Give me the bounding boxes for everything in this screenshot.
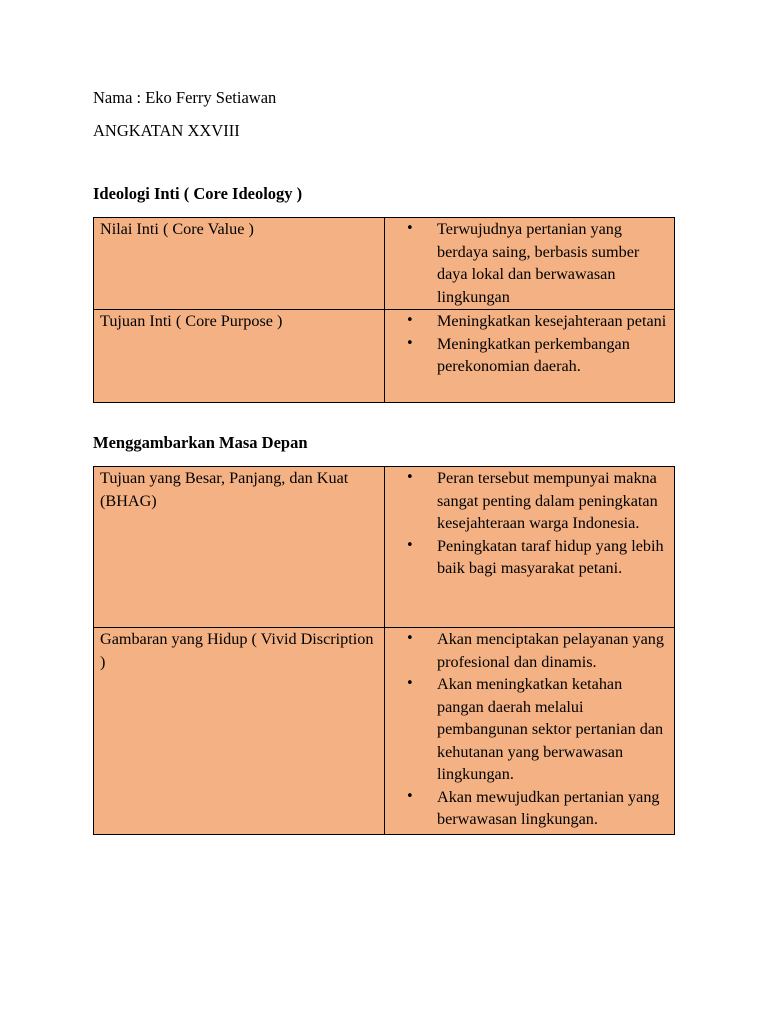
row-content xyxy=(385,310,675,403)
batch-line: ANGKATAN XXVIII xyxy=(93,121,240,140)
bullet-list xyxy=(385,310,668,378)
table-row xyxy=(94,310,675,403)
table-row xyxy=(94,218,675,310)
list-item: • Akan mewujudkan pertanian yang berwawasan lingkungan. xyxy=(437,786,668,831)
list-item: • Meningkatkan perkembangan perekonomian daerah. xyxy=(437,333,668,378)
section-heading-core-ideology: Ideologi Inti ( Core Ideology ) xyxy=(93,184,303,203)
bullet-list xyxy=(385,218,668,308)
row-label-bhag: Tujuan yang Besar, Panjang, dan Kuat (BHAG) xyxy=(94,467,385,628)
list-item: • Akan menciptakan pelayanan yang profesional dan dinamis. xyxy=(437,628,668,673)
row-label-core-purpose: Tujuan Inti ( Core Purpose ) xyxy=(94,310,385,403)
list-item: • Meningkatkan kesejahteraan petani xyxy=(437,310,668,333)
row-content xyxy=(385,628,675,835)
name-line: Nama : Eko Ferry Setiawan xyxy=(93,88,277,107)
table-row xyxy=(94,467,675,628)
envisioned-future-table xyxy=(93,466,675,835)
bullet-list xyxy=(385,628,668,831)
row-label-vivid-description: Gambaran yang Hidup ( Vivid Discription ) xyxy=(94,628,385,835)
list-item: • Akan meningkatkan ketahan pangan daerah melalui pembangunan sektor pertanian dan kehutanan yang berwawasan lingkungan. xyxy=(437,673,668,786)
row-label-core-value: Nilai Inti ( Core Value ) xyxy=(94,218,385,310)
row-content xyxy=(385,218,675,310)
section-heading-envisioned-future: Menggambarkan Masa Depan xyxy=(93,433,308,452)
table-row xyxy=(94,628,675,835)
core-ideology-table xyxy=(93,217,675,403)
list-item: • Peran tersebut mempunyai makna sangat penting dalam peningkatan kesejahteraan warga Indonesia. xyxy=(437,467,668,535)
list-item: • Terwujudnya pertanian yang berdaya saing, berbasis sumber daya lokal dan berwawasan lingkungan xyxy=(437,218,668,308)
row-content xyxy=(385,467,675,628)
bullet-list xyxy=(385,467,668,580)
list-item: • Peningkatan taraf hidup yang lebih baik bagi masyarakat petani. xyxy=(437,535,668,580)
